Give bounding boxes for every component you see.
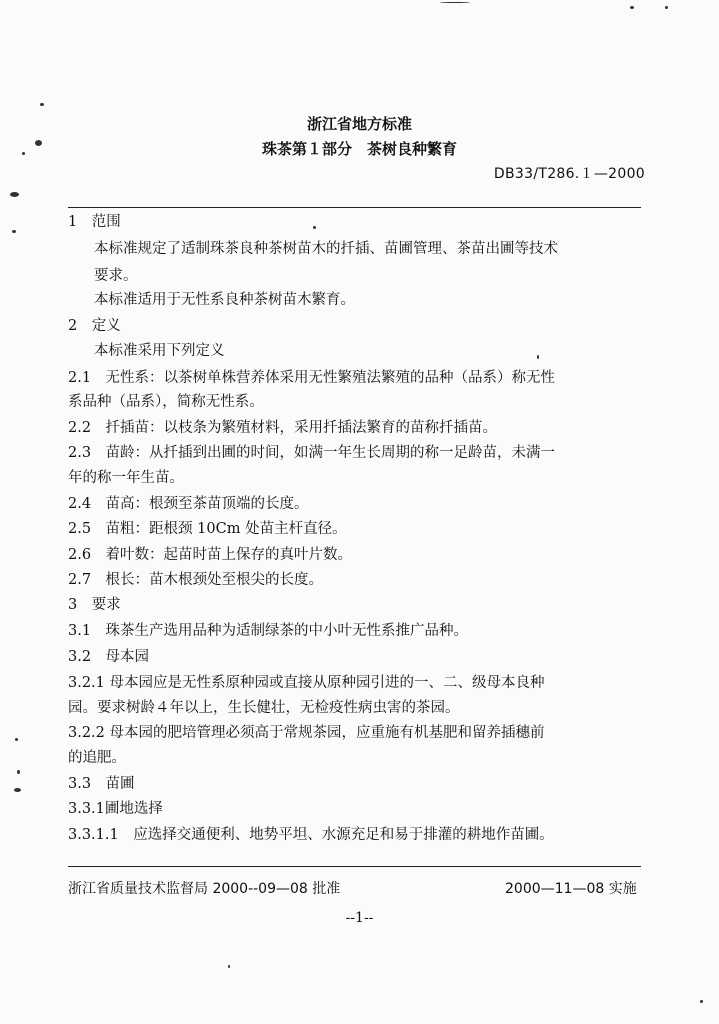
scan-speck [228, 965, 230, 968]
document-title: 浙江省地方标准 [306, 115, 412, 133]
body-line: 2.2 扦插苗：以枝条为繁殖材料，采用扦插法繁育的苗称扦插苗。 [68, 420, 498, 436]
scan-speck [17, 770, 20, 774]
effective-date: 2000—11—08 实施 [505, 881, 637, 897]
body-line: 3.2.2 母本园的肥培管理必须高于常规茶园，应重施有机基肥和留养插穗前 [68, 725, 545, 741]
approval-date: 浙江省质量技术监督局 2000--09—08 批准 [68, 881, 341, 897]
body-line: 系品种（品系），简称无性系。 [68, 394, 264, 410]
body-line: 2 定义 [68, 318, 121, 334]
body-line: 3.1 珠茶生产选用品种为适制绿茶的中小叶无性系推广品种。 [68, 623, 469, 639]
scan-speck [537, 355, 539, 359]
standard-number: DB33/T286.１—2000 [493, 166, 645, 182]
body-line: 本标准规定了适制珠茶良种茶树苗木的扦插、苗圃管理、茶苗出圃等技术 [94, 241, 558, 257]
body-line: 3 要求 [68, 597, 121, 613]
scan-speck [665, 6, 668, 9]
scan-speck [10, 192, 19, 197]
scan-speck [313, 226, 316, 229]
body-line: 3.3.1.1 应选择交通便利、地势平坦、水源充足和易于排灌的耕地作苗圃。 [68, 827, 554, 843]
body-line: 本标准采用下列定义 [94, 343, 225, 359]
scan-speck [22, 152, 25, 155]
body-line: 3.3 苗圃 [68, 776, 135, 792]
body-line: 园。要求树龄４年以上，生长健壮，无检疫性病虫害的茶园。 [68, 700, 460, 716]
scan-speck [35, 140, 42, 146]
footer-rule [68, 866, 641, 867]
scan-speck [630, 6, 634, 9]
body-line: 要求。 [94, 268, 138, 284]
body-line: 2.1 无性系：以茶树单株营养体采用无性繁殖法繁殖的品种（品系）称无性 [68, 370, 556, 386]
body-line: 2.4 苗高：根颈至茶苗顶端的长度。 [68, 496, 309, 512]
scan-speck [700, 1000, 703, 1003]
document-subtitle: 珠茶第１部分 茶树良种繁育 [261, 140, 457, 158]
scan-speck [440, 2, 470, 3]
scan-speck [14, 788, 21, 792]
body-line: 1 范围 [68, 214, 121, 230]
header-rule [68, 207, 641, 208]
body-line: 年的称一年生苗。 [68, 470, 184, 486]
body-line: 3.2.1 母本园应是无性系原种园或直接从原种园引进的一、二、级母本良种 [68, 675, 545, 691]
body-line: 的追肥。 [68, 750, 126, 766]
body-line: 3.3.1圃地选择 [68, 801, 163, 817]
scan-speck [15, 738, 18, 741]
page-number: --1-- [345, 910, 374, 926]
scan-speck [40, 103, 44, 106]
body-line: 2.3 苗龄：从扦插到出圃的时间，如满一年生长周期的称一足龄苗，未满一 [68, 445, 556, 461]
body-line: 2.6 着叶数：起苗时苗上保存的真叶片数。 [68, 547, 353, 563]
scan-speck [12, 230, 16, 233]
body-line: 3.2 母本园 [68, 649, 150, 665]
body-line: 2.7 根长：苗木根颈处至根尖的长度。 [68, 572, 324, 588]
body-line: 本标准适用于无性系良种茶树苗木繁育。 [94, 292, 355, 308]
body-line: 2.5 苗粗：距根颈 10Cm 处苗主杆直径。 [68, 521, 347, 537]
